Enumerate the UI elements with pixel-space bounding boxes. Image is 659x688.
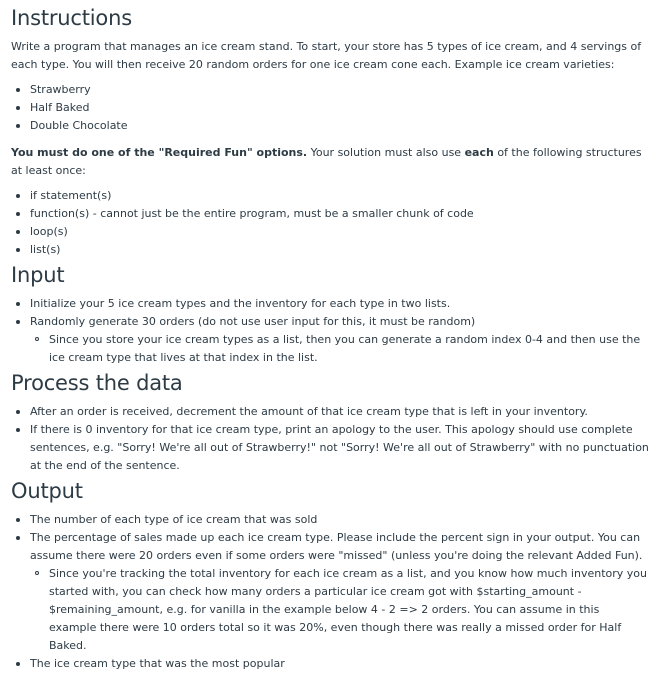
list-item: Half Baked xyxy=(30,99,649,117)
list-item-text: Randomly generate 30 orders (do not use user input for this, it must be random) xyxy=(30,315,476,328)
output-heading: Output xyxy=(11,479,83,503)
list-item xyxy=(30,529,649,655)
list-item: function(s) - cannot just be the entire program, must be a smaller chunk of code xyxy=(30,205,649,223)
required-fun-paragraph xyxy=(11,144,649,180)
list-item-text: The percentage of sales made up each ice cream type. Please include the percent sign in your output. You can assume there were 20 orders even if some orders were "missed" (unless you're doing the relevant Added Fun). xyxy=(30,531,643,562)
required-mid-text: Your solution must also use xyxy=(307,146,465,159)
list-item: loop(s) xyxy=(30,223,649,241)
process-heading: Process the data xyxy=(11,371,183,395)
list-item: list(s) xyxy=(30,241,649,259)
list-item: Since you're tracking the total inventory for each ice cream as a list, and you know how much inventory you started with, you can check how many orders a particular ice cream got with $starting_amount - $remaining_amount, e.g. for vanilla in the example below 4 - 2 => 2 orders. You can assume in this example there were 10 orders total so it was 20%, even though there was really a missed order for Half Baked. xyxy=(49,565,649,655)
list-item xyxy=(30,313,649,367)
input-heading: Input xyxy=(11,263,65,287)
list-item: The number of each type of ice cream that was sold xyxy=(30,511,649,529)
list-item: Strawberry xyxy=(30,81,649,99)
list-item: Double Chocolate xyxy=(30,117,649,135)
output-sublist xyxy=(30,565,649,655)
required-fun-bold: You must do one of the "Required Fun" options. xyxy=(11,146,308,159)
instructions-heading: Instructions xyxy=(11,6,132,30)
list-item: Since you store your ice cream types as a list, then you can generate a random index 0-4 and then use the ice cream type that lives at that index in the list. xyxy=(49,331,649,367)
instructions-paragraph: Write a program that manages an ice cream stand. To start, your store has 5 types of ice cream, and 4 servings of each type. You will then receive 20 random orders for one ice cream cone each. Example ice cream varieties: xyxy=(11,40,642,71)
process-list xyxy=(11,403,649,475)
each-bold: each xyxy=(464,146,494,159)
list-item: After an order is received, decrement the amount of that ice cream type that is left in your inventory. xyxy=(30,403,649,421)
required-end-text: of the following structures at least once: xyxy=(11,146,642,177)
list-item: The ice cream type that was the most popular xyxy=(30,655,649,673)
structures-list xyxy=(11,187,649,259)
output-list xyxy=(11,511,649,673)
list-item: If there is 0 inventory for that ice cream type, print an apology to the user. This apology should use complete sentences, e.g. "Sorry! We're all out of Strawberry!" not "Sorry! We're all out of Strawberry" with no punctuation at the end of the sentence. xyxy=(30,421,649,475)
list-item: if statement(s) xyxy=(30,187,649,205)
input-sublist xyxy=(30,331,649,367)
input-list xyxy=(11,295,649,367)
list-item: Initialize your 5 ice cream types and the inventory for each type in two lists. xyxy=(30,295,649,313)
varieties-list xyxy=(11,81,649,135)
